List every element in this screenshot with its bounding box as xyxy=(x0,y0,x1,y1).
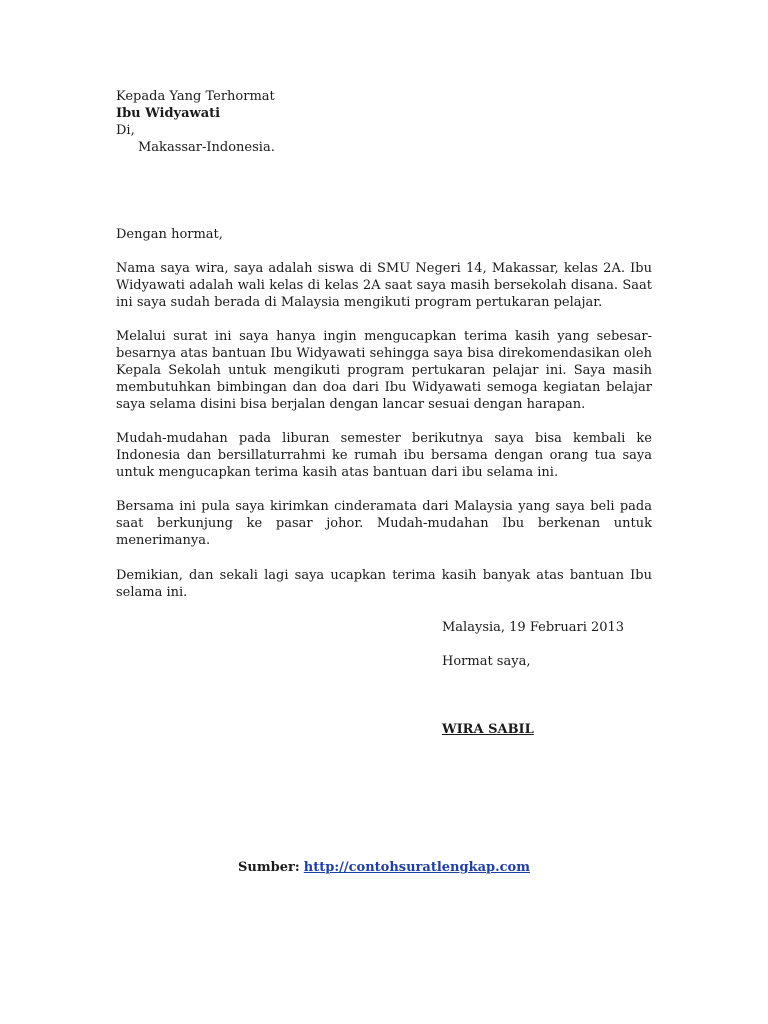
closing: Hormat saya, xyxy=(442,654,531,669)
paragraph-5 xyxy=(116,567,652,601)
recipient-salutation: Kepada Yang Terhormat xyxy=(116,89,275,104)
paragraph-4 xyxy=(116,498,652,549)
source-label: Sumber: xyxy=(238,860,300,875)
signer-name: WIRA SABIL xyxy=(442,722,534,737)
recipient-name: Ibu Widyawati xyxy=(116,106,221,121)
paragraph-text: Mudah-mudahan pada liburan semester berikutnya saya bisa kembali ke Indonesia dan bersillaturrahmi ke rumah ibu bersama dengan orang tua saya untuk mengucapkan terima kasih atas bantuan dari ibu selama ini. xyxy=(116,431,652,480)
paragraph-3 xyxy=(116,430,652,481)
recipient-block xyxy=(116,88,652,156)
place-date: Malaysia, 19 Februari 2013 xyxy=(442,620,625,635)
recipient-location: Makassar-Indonesia. xyxy=(138,140,275,155)
paragraph-text: Demikian, dan sekali lagi saya ucapkan terima kasih banyak atas bantuan Ibu selama ini. xyxy=(116,568,652,600)
greeting-text: Dengan hormat, xyxy=(116,227,223,242)
paragraph-text: Bersama ini pula saya kirimkan cinderamata dari Malaysia yang saya beli pada saat berkunjung ke pasar johor. Mudah-mudahan Ibu berkenan untuk menerimanya. xyxy=(116,499,652,548)
source-link[interactable]: http://contohsuratlengkap.com xyxy=(303,860,530,875)
paragraph-2 xyxy=(116,328,652,413)
paragraph-1 xyxy=(116,260,652,311)
paragraph-text: Melalui surat ini saya hanya ingin mengucapkan terima kasih yang sebesar-besarnya atas bantuan Ibu Widyawati sehingga saya bisa direkomendasikan oleh Kepala Sekolah untuk mengikuti program pertukaran pelajar ini. Saya masih membutuhkan bimbingan dan doa dari Ibu Widyawati semoga kegiatan belajar saya selama disini bisa berjalan dengan lancar sesuai dengan harapan. xyxy=(116,329,652,412)
source-line xyxy=(0,859,768,876)
greeting xyxy=(116,226,652,243)
recipient-di: Di, xyxy=(116,123,135,138)
paragraph-text: Nama saya wira, saya adalah siswa di SMU Negeri 14, Makassar, kelas 2A. Ibu Widyawati adalah wali kelas di kelas 2A saat saya masih bersekolah disana. Saat ini saya sudah berada di Malaysia mengikuti program pertukaran pelajar. xyxy=(116,261,652,310)
